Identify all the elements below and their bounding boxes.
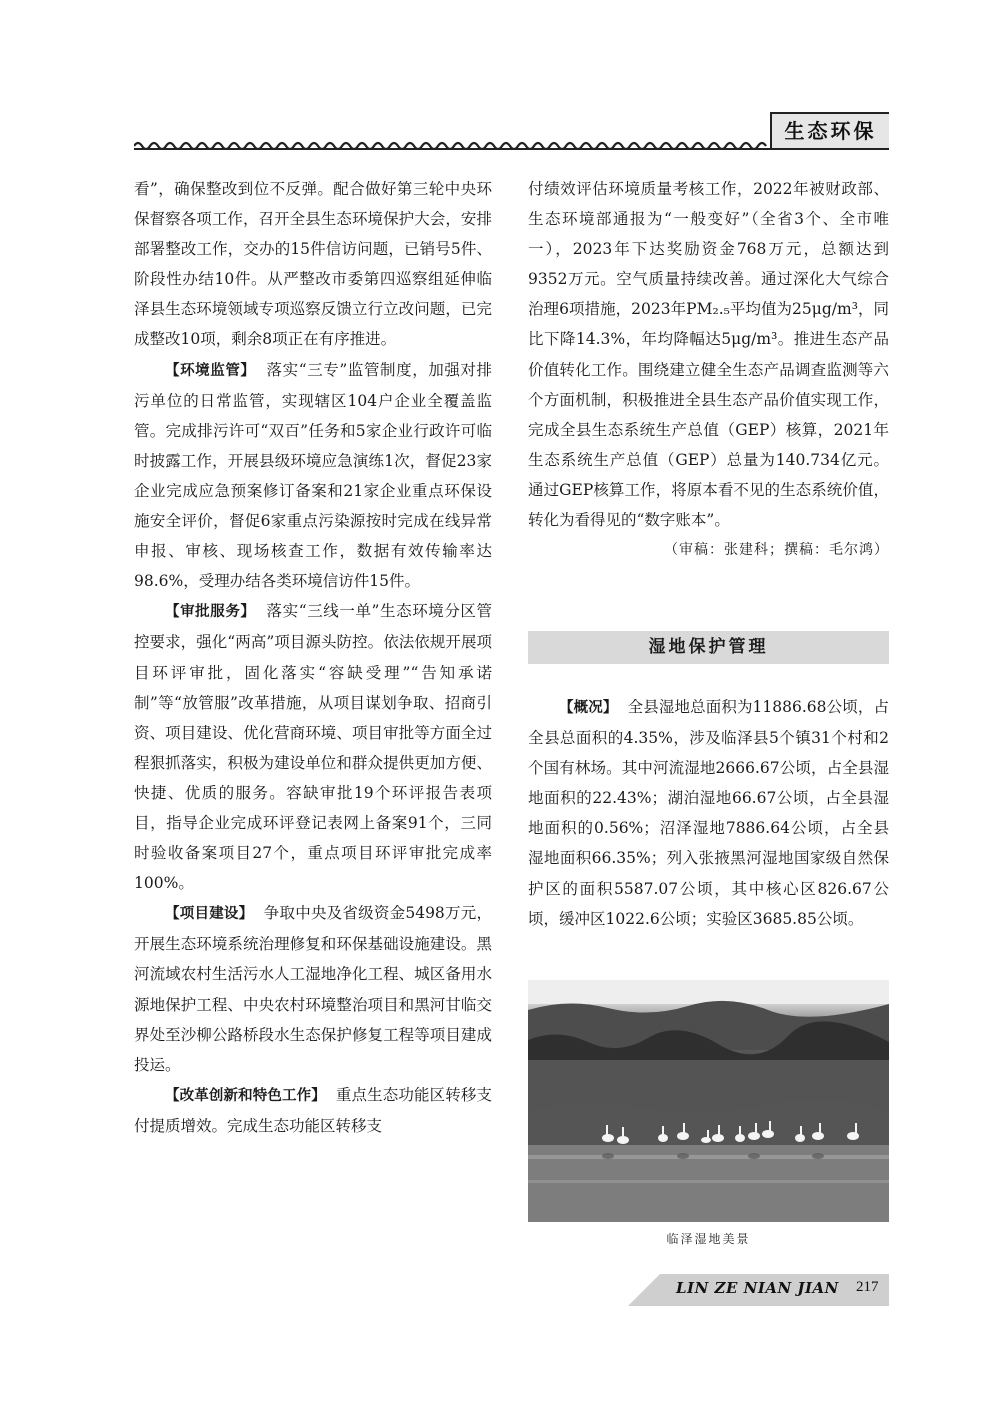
paragraph-text: 落实“三专”监管制度，加强对排污单位的日常监管，实现辖区104户企业全覆盖监管。完成排污许可“双百”任务和5家企业行政许可临时披露工作，开展县级环境应急演练1次，督促23家企业完成应急预案修订备案和21家企业重点环保设施安全评价，督促6家重点污染源按时完成在线异常申报、审核、现场核查工作，数据有效传输率达98.6%，受理办结各类环境信访件15件。 [134,360,493,591]
wetland-photo-illustration [528,980,889,1222]
header-rule [134,148,889,150]
left-column [134,174,492,1141]
paragraph-text: 全县湿地总面积为11886.68公顷，占全县总面积的4.35%，涉及临泽县5个镇31个村和2个国有林场。其中河流湿地2666.67公顷，占全县湿地面积的22.43%；湖泊湿地66.67公顷，占全县湿地面积的0.56%；沼泽湿地7886.64公顷，占全县湿地面积66.35%；列入张掖黑河湿地国家级自然保护区的面积5587.07公顷，其中核心区826.67公顷，缓冲区1022.6公顷；实验区3685.85公顷。 [528,698,890,928]
keyword-label: 【改革创新和特色工作】 [165,1087,326,1104]
keyword-label: 【项目建设】 [165,906,254,923]
paragraph-approval-service [134,596,492,898]
wetland-photo [528,980,889,1222]
right-column-wetland [528,692,889,934]
keyword-label: 【概况】 [559,700,618,716]
paragraph-text: 争取中央及省级资金5498万元，开展生态环境系统治理修复和环保基础设施建设。黑河流域农村生活污水人工湿地净化工程、城区备用水源地保护工程、中央农村环境整治项目和黑河甘临交界处至沙柳公路桥段水生态保护修复工程等项目建成投运。 [134,904,492,1074]
paragraph-environment-supervision [134,355,492,597]
keyword-label: 【审批服务】 [165,604,256,621]
photo-caption: 临泽湿地美景 [666,1232,751,1246]
keyword-label: 【环境监管】 [165,362,256,379]
paragraph-project-construction [134,898,492,1080]
footer-journal-title: LIN ZE NIAN JIAN [676,1279,839,1297]
paragraph-text: 落实“三线一单”生态环境分区管控要求，强化“两高”项目源头防控。依法依规开展项目环评审批，固化落实“容缺受理”“告知承诺制”等“放管服”改革措施，从项目谋划争取、招商引资、项目建设、优化营商环境、项目审批等方面全过程狠抓落实，积极为建设单位和群众提供更加方便、快捷、优质的服务。容缺审批19个环评报告表项目，指导企业完成环评登记表网上备案91个，三同时验收备案项目27个，重点项目环评审批完成率100%。 [134,602,493,893]
paragraph-reform-innovation [134,1080,492,1141]
paragraph-overview [528,692,889,934]
page-number: 217 [856,1279,879,1295]
section-heading: 湿地保护管理 [528,631,889,664]
paragraph-continuation: 付绩效评估环境质量考核工作，2022年被财政部、生态环境部通报为“一般变好”（全省3个、全市唯一），2023年下达奖励资金768万元，总额达到9352万元。空气质量持续改善。通过深化大气综合治理6项措施，2023年PM₂.₅平均值为25μg/m³，同比下降14.3%，年均降幅达5μg/m³。推进生态产品价值转化工作。围绕建立健全生态产品调查监测等六个方面机制，积极推进全县生态产品价值实现工作，完成全县生态系统生产总值（GEP）核算，2021年生态系统生产总值（GEP）总量为140.734亿元。通过GEP核算工作，将原本看不见的生态系统价值，转化为看得见的“数字账本”。 [528,180,889,530]
paragraph-text: 重点生态功能区转移支付提质增效。完成生态功能区转移支 [134,1085,492,1135]
reviewer-signature: （审稿：张建科；撰稿：毛尔鸿） [664,542,889,559]
right-column [528,174,889,565]
section-tag: 生态环保 [770,112,889,148]
paragraph-continuation: 看”，确保整改到位不反弹。配合做好第三轮中央环保督察各项工作，召开全县生态环境保护大会，安排部署整改工作，交办的15件信访问题，已销号5件、阶段性办结10件。从严整改市委第四巡察组延伸临泽县生态环境领域专项巡察反馈立行立改问题，已完成整改10项，剩余8项正在有序推进。 [134,180,492,349]
